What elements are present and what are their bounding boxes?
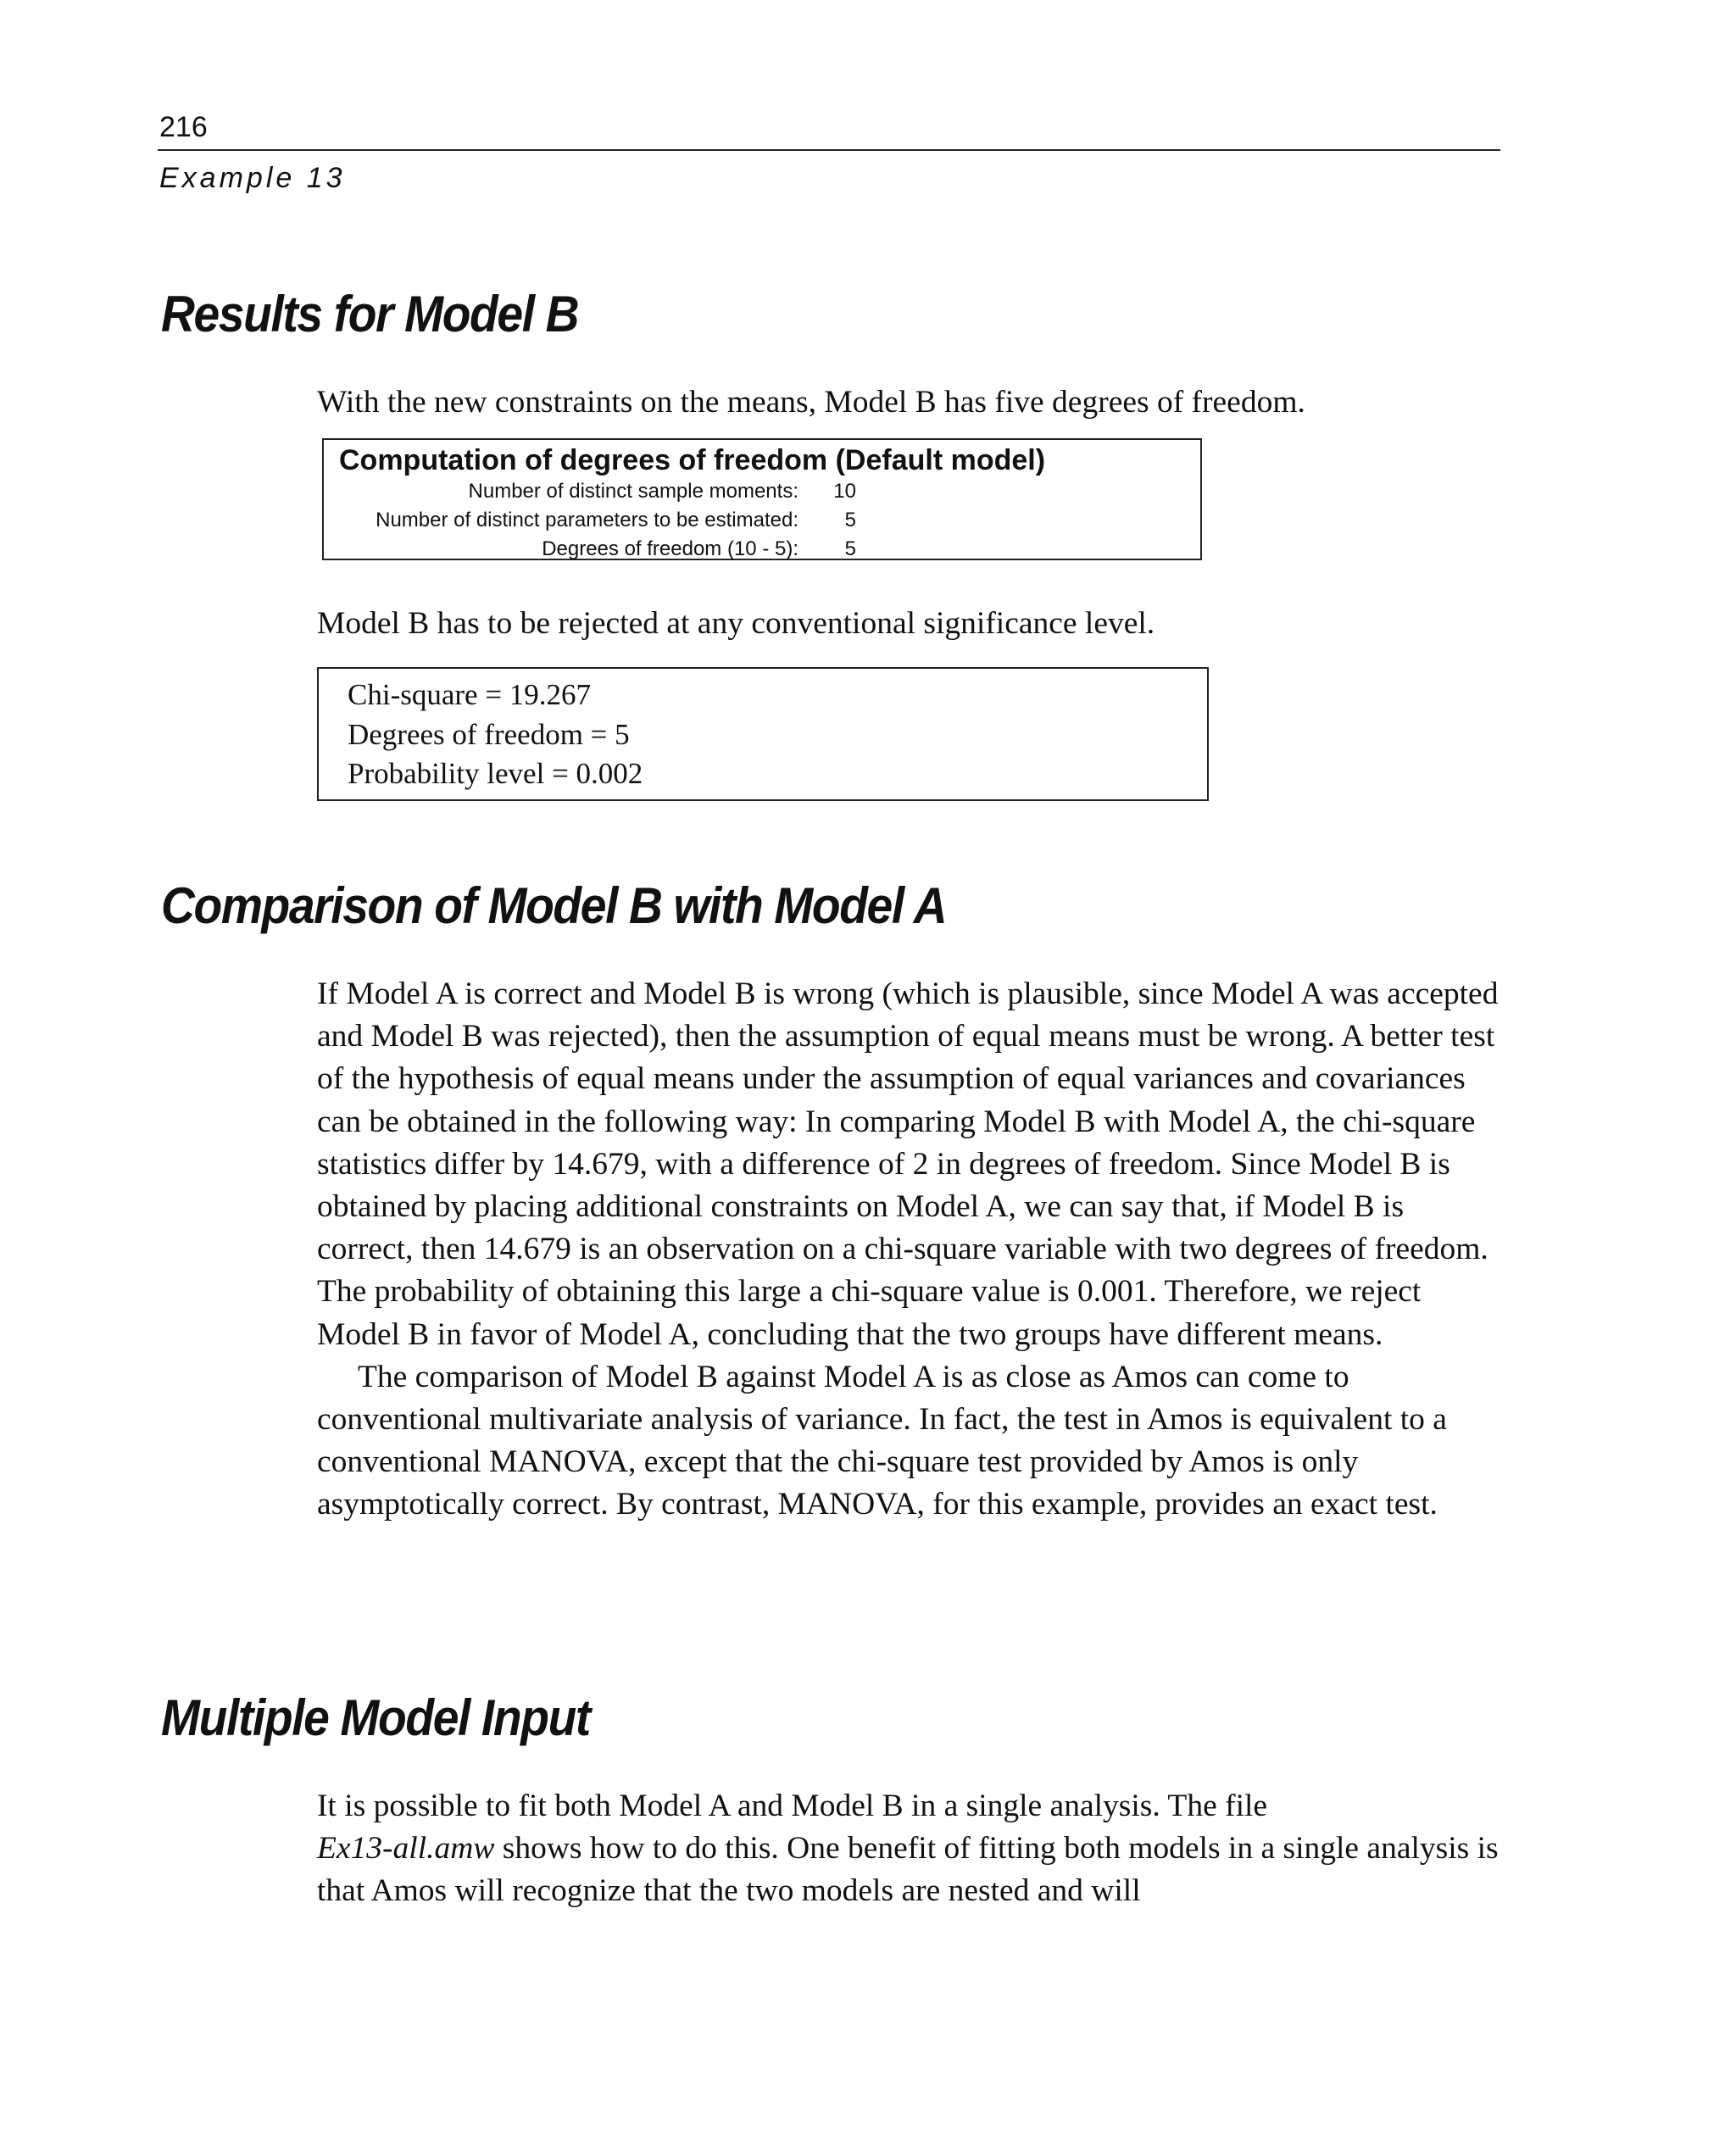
comparison-paragraph-1: If Model A is correct and Model B is wrong (which is plausible, since Model A was accepted and Model B was rejected), then the assumption of equal means must be wrong. A better test of the hypothesis of equal means under the assumption of equal variances and covariances can be obtained in the following way: In comparing Model B with Model A, the chi-square statistics differ by 14.679, with a difference of 2 in degrees of freedom. Since Model B is obtained by placing additional constraints on Model A, we can say that, if Model B is correct, then 14.679 is an observation on a chi-square variable with two degrees of freedom. The probability of obtaining this large a chi-square value is 0.001. Therefore, we reject Model B in favor of Model A, concluding that the two groups have different means.	[317, 976, 1499, 1352]
comparison-heading: Comparison of Model B with Model A	[161, 877, 947, 934]
comparison-paragraph-2: The comparison of Model B against Model A is as close as Amos can come to conventional multivariate analysis of variance. In fact, the test in Amos is equivalent to a conventional MANOVA, except that the chi-square test provided by Amos is only asymptotically correct. By contrast, MANOVA, for this example, provides an exact test.	[317, 1359, 1447, 1522]
multiple-model-body	[317, 1785, 1504, 1913]
multiple-model-text-after-file: shows how to do this. One benefit of fitting both models in a single analysis is that Amos will recognize that the two models are nested and will	[317, 1831, 1499, 1909]
multiple-model-paragraph	[317, 1785, 1504, 1913]
dof-row-label: Degrees of freedom (10 - 5):	[542, 537, 798, 560]
dof-output-title: Computation of degrees of freedom (Default model)	[339, 444, 1046, 476]
chi-square-output-box	[317, 667, 1209, 801]
dof-row-value: 10	[833, 480, 856, 503]
dof-row-label: Number of distinct sample moments:	[468, 480, 798, 503]
multiple-model-heading: Multiple Model Input	[161, 1689, 590, 1746]
rejection-paragraph	[317, 603, 1504, 645]
comparison-body	[317, 973, 1504, 1527]
running-title: Example 13	[159, 162, 346, 194]
dof-row-value: 5	[844, 509, 856, 531]
degrees-of-freedom-line: Degrees of freedom = 5	[348, 717, 630, 751]
dof-row	[324, 477, 1200, 506]
dof-output-box	[322, 438, 1202, 560]
results-intro-text: With the new constraints on the means, Model B has five degrees of freedom.	[317, 385, 1305, 420]
page-number: 216	[159, 111, 208, 143]
dof-row	[324, 506, 1200, 535]
header-rule	[158, 149, 1500, 151]
results-intro	[317, 381, 1504, 424]
dof-row-label: Number of distinct parameters to be estimated:	[376, 509, 798, 531]
chi-square-line: Chi-square = 19.267	[348, 678, 592, 711]
multiple-model-text-before-file: It is possible to fit both Model A and Model B in a single analysis. The file	[317, 1789, 1268, 1823]
rejection-text: Model B has to be rejected at any conventional significance level.	[317, 606, 1155, 641]
dof-row	[324, 535, 1200, 564]
results-heading: Results for Model B	[161, 286, 579, 342]
probability-level-line: Probability level = 0.002	[348, 757, 643, 790]
dof-row-value: 5	[844, 537, 856, 560]
file-name: Ex13-all.amw	[317, 1831, 495, 1867]
